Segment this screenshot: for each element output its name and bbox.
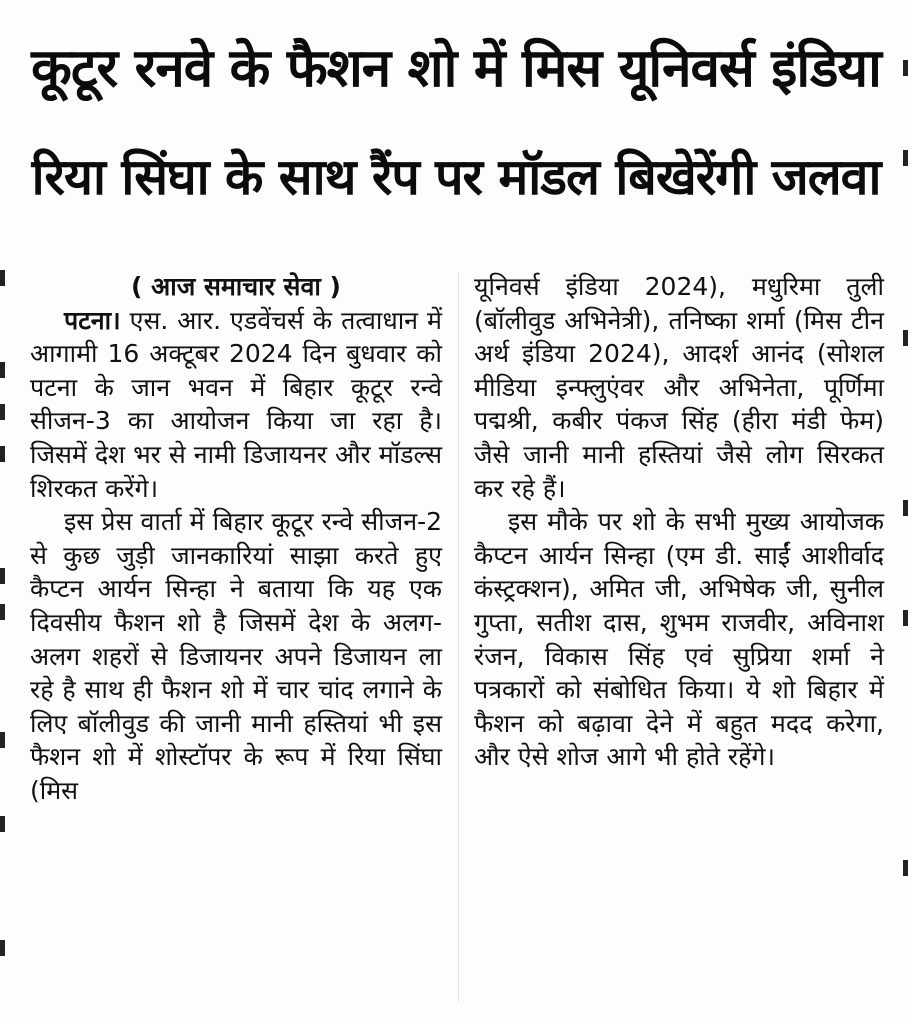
- dateline: पटना।: [64, 305, 121, 335]
- edge-fragment: [903, 860, 908, 876]
- edge-fragment: [0, 404, 5, 420]
- edge-fragment: [0, 940, 5, 956]
- left-edge-column-fragments: [0, 0, 14, 1024]
- article-paragraph: [30, 304, 442, 506]
- edge-fragment: [0, 604, 5, 620]
- article-paragraph: यूनिवर्स इंडिया 2024), मधुरिमा तुली (बॉलीवुड अभिनेत्री), तनिष्का शर्मा (मिस टीन अर्थ इंडिया 2024), आदर्श आनंद (सोशल मीडिया इन्फ्लुएंवर और अभिनेता, पूर्णिमा पद्मश्री, कबीर पंकज सिंह (हीरा मंडी फेम) जैसे जानी मानी हस्तियां जैसे लोग सिरकत कर रहे हैं।: [474, 272, 884, 503]
- article-column-right: [474, 270, 884, 774]
- headline-line-1: कूटूर रनवे के फैशन शो में मिस यूनिवर्स इंडिया: [31, 38, 881, 99]
- edge-fragment: [903, 60, 908, 76]
- article-paragraph: इस प्रेस वार्ता में बिहार कूटूर रन्वे सीजन-2 से कुछ जुड़ी जानकारियां साझा करते हुए कैप्टन आर्यन सिन्हा ने बताया कि यह एक दिवसीय फैशन शो है जिसमें देश के अलग-अलग शहरों से डिजायनर अपने डिजायन ला रहे है साथ ही फैशन शो में चार चांद लगाने के लिए बॉलीवुड की जानी मानी हस्तियां भी इस फैशन शो में शोस्टॉपर के रूप में रिया सिंघा (मिस: [30, 507, 442, 805]
- right-edge-column-fragments: [898, 0, 912, 1024]
- edge-fragment: [903, 610, 908, 626]
- edge-fragment: [0, 270, 5, 286]
- edge-fragment: [0, 362, 5, 378]
- news-agency-credit: ( आज समाचार सेवा ): [131, 272, 341, 301]
- column-divider: [458, 272, 459, 1002]
- edge-fragment: [0, 568, 5, 584]
- edge-fragment: [903, 150, 908, 166]
- edge-fragment: [903, 330, 908, 346]
- article-column-left: [30, 270, 442, 808]
- edge-fragment: [0, 446, 5, 462]
- article-paragraph: इस मौके पर शो के सभी मुख्य आयोजक कैप्टन आर्यन सिन्हा (एम डी. साईं आशीर्वाद कंस्ट्रक्शन), अमित जी, अभिषेक जी, सुनील गुप्ता, सतीश दास, शुभम राजवीर, अविनाश रंजन, विकास सिंह एवं सुप्रिया शर्मा ने पत्रकारों को संबोधित किया। ये शो बिहार में फैशन को बढ़ावा देने में बहुत मदद करेगा, और ऐसे शोज आगे भी होते रहेंगे।: [474, 507, 884, 772]
- paragraph-text: एस. आर. एडवेंचर्स के तत्वाधान में आगामी 16 अक्टूबर 2024 दिन बुधवार को पटना के जान भवन में बिहार कूटूर रन्वे सीजन-3 का आयोजन किया जा रहा है। जिसमें देश भर से नामी डिजायनर और मॉडल्स शिरकत करेंगे।: [30, 305, 442, 503]
- edge-fragment: [0, 816, 5, 832]
- edge-fragment: [903, 500, 908, 516]
- headline-line-2: रिया सिंघा के साथ रैंप पर मॉडल बिखेरेंगी जलवा: [31, 148, 881, 206]
- edge-fragment: [0, 732, 5, 748]
